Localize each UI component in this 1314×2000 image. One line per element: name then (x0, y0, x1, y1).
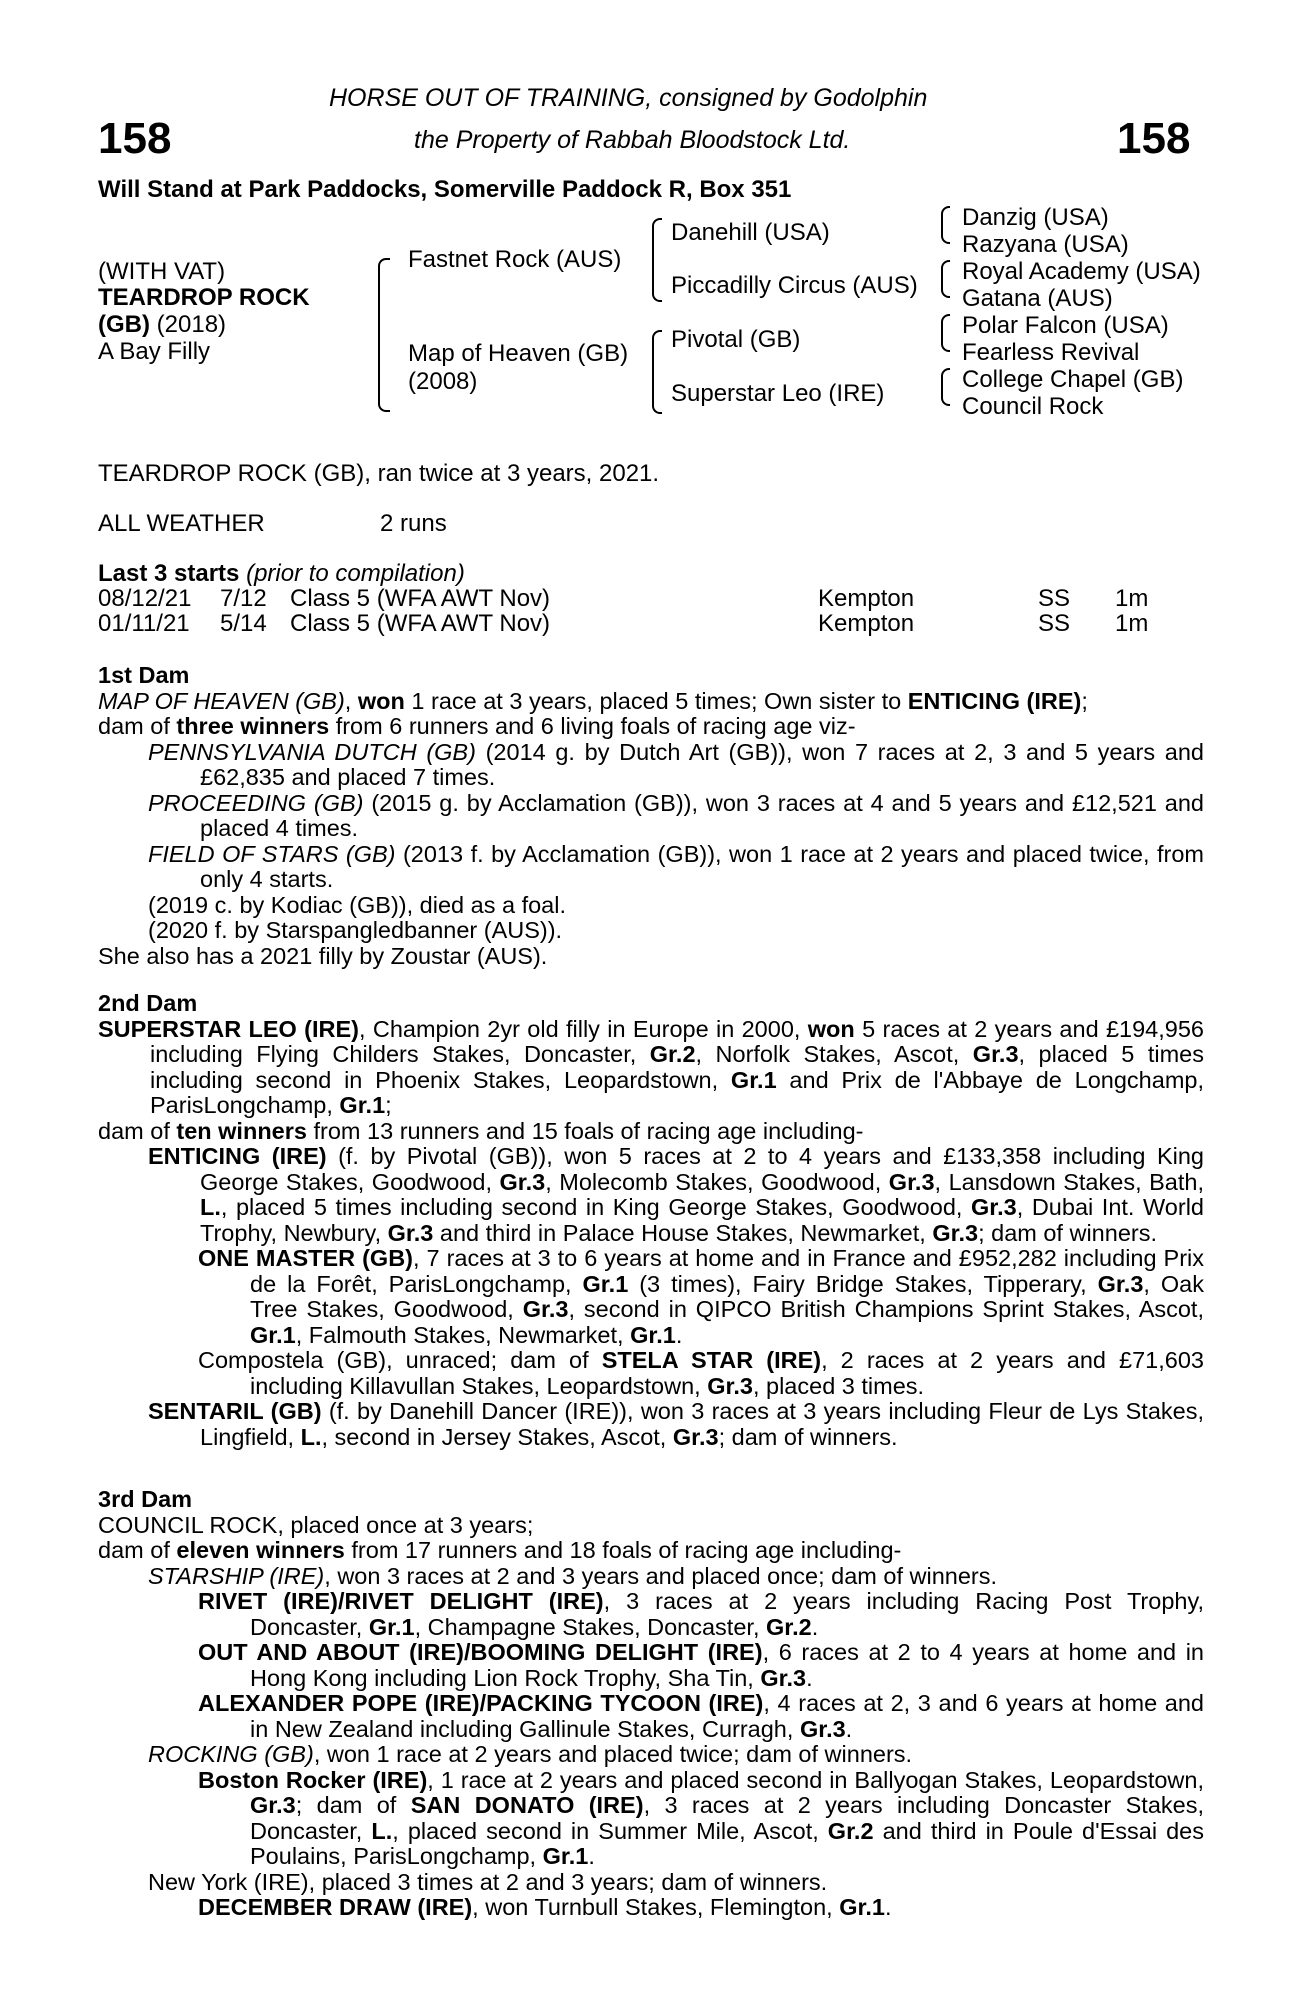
foal-name: DECEMBER DRAW (IRE) (198, 1894, 473, 1920)
grade: L. (371, 1817, 393, 1844)
consignor-line: HORSE OUT OF TRAINING, consigned by Godolphin (329, 84, 928, 112)
text: (2013 f. by Acclamation (GB)), won 1 race at 2 years and placed twice, from only 4 starts. (200, 840, 1204, 892)
text: 5 races at 2 years and £194,956 including Flying Childers Stakes, Doncaster, (150, 1015, 1204, 1067)
vat-note: (WITH VAT) (98, 258, 226, 285)
second-dam-record (98, 1017, 1204, 1119)
dam-name: MAP OF HEAVEN (GB) (98, 687, 345, 714)
text: ; dam of (295, 1792, 411, 1818)
text: , Lansdown Stakes, Bath, (934, 1168, 1204, 1195)
horse-country: (GB) (98, 311, 150, 338)
produce-entry (98, 1895, 1204, 1921)
grade: L. (300, 1423, 322, 1450)
pedigree-g1: Danzig (USA) (962, 204, 1109, 231)
grade: Gr.1 (630, 1321, 676, 1348)
run-going: SS (1038, 585, 1071, 612)
produce-note: She also has a 2021 filly by Zoustar (AUS). (98, 942, 548, 969)
text: , 3 races at 2 years including Racing Post Trophy, Doncaster, (250, 1588, 1204, 1640)
produce-entry (98, 1399, 1204, 1450)
pedigree-dam-year: (2008) (408, 368, 478, 395)
lot-number-right: 158 (1117, 114, 1191, 163)
text: (f. by Danehill Dancer (IRE)), won 3 races at 3 years including Fleur de Lys Stakes, Lingfield, (200, 1398, 1204, 1450)
produce-entry: (2020 f. by Starspangledbanner (AUS)). (148, 917, 563, 943)
pedigree-brace-g34 (941, 260, 950, 298)
sister-name: ENTICING (IRE) (907, 687, 1082, 714)
foal-name: PROCEEDING (GB) (148, 789, 364, 816)
text: , 1 race at 2 years and placed second in Ballyogan Stakes, Leopardstown, (427, 1766, 1204, 1793)
first-dam-section (98, 663, 1204, 969)
text: and third in Palace House Stakes, Newmarket, (433, 1219, 933, 1246)
last-starts-heading-row (98, 560, 465, 588)
pedigree-brace-g78 (941, 368, 950, 406)
produce-entry (98, 1246, 1204, 1348)
text: , 2 races at 2 years and £71,603 including Killavullan Stakes, Leopardstown, (250, 1347, 1204, 1399)
pedigree-brace-sire (652, 218, 662, 302)
grade: Gr.3 (799, 1715, 846, 1742)
text: and third in Poule d'Essai des Poulains, ParisLongchamp, (250, 1817, 1204, 1869)
text: . (811, 1613, 819, 1640)
pedigree-brace-g12 (941, 206, 950, 244)
foal-name: Boston Rocker (IRE) (198, 1766, 428, 1793)
first-dam-heading: 1st Dam (98, 662, 190, 688)
text: from 17 runners and 18 foals of racing age including- (344, 1537, 902, 1563)
pedigree-brace-dam (652, 330, 662, 414)
text: , placed 5 times including second in Phoenix Stakes, Leopardstown, (150, 1041, 1204, 1093)
pedigree-g2: Razyana (USA) (962, 231, 1129, 258)
pedigree-dam-dam: Superstar Leo (IRE) (671, 380, 885, 407)
text: , Falmouth Stakes, Newmarket, (295, 1321, 631, 1348)
first-dam-record (98, 689, 1204, 715)
foal-name: SAN DONATO (IRE) (410, 1792, 644, 1818)
run-distance: 1m (1115, 610, 1149, 637)
winners-count: three winners (176, 713, 330, 739)
text: , placed second in Summer Mile, Ascot, (392, 1817, 828, 1844)
grade: Gr.2 (649, 1041, 696, 1067)
grade: Gr.3 (760, 1664, 807, 1691)
text: , 4 races at 2, 3 and 6 years at home and in New Zealand including Gallinule Stakes, Curragh, (250, 1690, 1204, 1742)
third-dam-record: COUNCIL ROCK, placed once at 3 years; (98, 1511, 534, 1538)
foal-name: RIVET (IRE)/RIVET DELIGHT (IRE) (198, 1588, 604, 1614)
text: , 3 races at 2 years including Doncaster Stakes, Doncaster, (250, 1792, 1204, 1844)
produce-entry (98, 1640, 1204, 1691)
text: , Norfolk Stakes, Ascot, (695, 1041, 973, 1067)
grade: Gr.3 (707, 1372, 753, 1399)
text: , second in QIPCO British Champions Sprint Stakes, Ascot, (568, 1296, 1204, 1322)
text: , won 3 races at 2 and 3 years and placed once; dam of winners. (324, 1562, 998, 1589)
run-course: Kempton (818, 585, 915, 612)
pedigree-dam: Map of Heaven (GB) (408, 340, 629, 367)
grade: Gr.3 (522, 1296, 569, 1322)
text: . (675, 1321, 683, 1348)
text: (2014 g. by Dutch Art (GB)), won 7 races at 2, 3 and 5 years and £62,835 and placed 7 times. (200, 738, 1204, 790)
text: , placed 3 times. (752, 1372, 925, 1399)
horse-name: TEARDROP ROCK (98, 284, 310, 311)
foal-name: PENNSYLVANIA DUTCH (GB) (148, 738, 476, 765)
run-date: 08/12/21 (98, 585, 192, 612)
foal-name: SENTARIL (GB) (148, 1398, 322, 1424)
text: , won Turnbull Stakes, Flemington, (472, 1894, 840, 1920)
horse-description: A Bay Filly (98, 338, 211, 365)
text: 1 race at 3 years, placed 5 times; Own sister to (404, 687, 908, 714)
pedigree-sire: Fastnet Rock (AUS) (408, 246, 622, 273)
winners-count: ten winners (176, 1117, 307, 1144)
winners-count: eleven winners (176, 1537, 345, 1563)
text: dam of (98, 713, 177, 739)
foal-name: OUT AND ABOUT (IRE)/BOOMING DELIGHT (IRE) (198, 1639, 763, 1665)
produce-entry (98, 1742, 1204, 1768)
last-starts-note: (prior to compilation) (246, 560, 465, 587)
grade: Gr.1 (250, 1321, 296, 1348)
text: . (884, 1894, 892, 1920)
won-label: won (357, 687, 405, 714)
text: dam of (98, 1117, 177, 1144)
second-dam-section (98, 991, 1204, 1450)
run-position: 5/14 (220, 610, 267, 637)
grade: Gr.1 (582, 1270, 629, 1297)
surface-runs: 2 runs (380, 510, 447, 537)
text: Compostela (GB), unraced; dam of (198, 1347, 602, 1373)
text: , 6 races at 2 to 4 years at home and in Hong Kong including Lion Rock Trophy, Sha Tin, (250, 1639, 1204, 1691)
text: . (588, 1843, 595, 1869)
text: , Champion 2yr old filly in Europe in 2000, (359, 1015, 808, 1042)
second-dam-heading: 2nd Dam (98, 990, 198, 1016)
grade: Gr.1 (730, 1066, 777, 1093)
text: (2015 g. by Acclamation (GB)), won 3 races at 4 and 5 years and £12,521 and placed 4 times. (200, 789, 1204, 841)
produce-entry (98, 1691, 1204, 1742)
foal-name: ENTICING (IRE) (148, 1143, 327, 1169)
lot-number-left: 158 (98, 114, 172, 163)
pedigree-g5: Polar Falcon (USA) (962, 312, 1169, 339)
race-summary: TEARDROP ROCK (GB), ran twice at 3 years, 2021. (98, 460, 660, 487)
grade: Gr.1 (339, 1092, 386, 1118)
dam-name: SUPERSTAR LEO (IRE) (98, 1015, 359, 1042)
pedigree-g4: Gatana (AUS) (962, 285, 1113, 312)
grade: Gr.1 (839, 1894, 885, 1920)
grade: L. (200, 1194, 221, 1220)
run-date: 01/11/21 (98, 610, 190, 637)
grade: Gr.3 (499, 1168, 546, 1195)
grade: Gr.3 (972, 1041, 1019, 1067)
pedigree-dam-sire: Pivotal (GB) (671, 326, 801, 353)
grade: Gr.2 (827, 1817, 874, 1844)
last-starts-heading: Last 3 starts (98, 560, 240, 587)
text: , Oak Tree Stakes, Goodwood, (250, 1270, 1204, 1322)
grade: Gr.1 (368, 1613, 415, 1640)
text: , Champagne Stakes, Doncaster, (414, 1613, 766, 1640)
grade: Gr.3 (932, 1219, 979, 1246)
text: , Molecomb Stakes, Goodwood, (545, 1168, 889, 1195)
pedigree-brace-parents (378, 258, 390, 412)
produce-entry (98, 1348, 1204, 1399)
pedigree-g8: Council Rock (962, 393, 1104, 420)
text: , (344, 687, 358, 714)
foal-name: STELA STAR (IRE) (601, 1347, 822, 1373)
foal-name: STARSHIP (IRE) (148, 1562, 325, 1589)
text: ; (385, 1092, 392, 1118)
second-dam-produce-summary (98, 1119, 1204, 1145)
text: ; dam of winners. (978, 1219, 1157, 1246)
text: , 7 races at 3 to 6 years at home and in France and £952,282 including Prix de la Forêt, ParisLongchamp, (250, 1245, 1205, 1297)
surface-label: ALL WEATHER (98, 510, 265, 537)
text: (f. by Pivotal (GB)), won 5 races at 2 to 4 years and £133,358 including King George Stakes, Goodwood, (200, 1143, 1204, 1195)
grade: Gr.3 (1097, 1270, 1144, 1297)
grade: Gr.2 (766, 1613, 812, 1640)
third-dam-produce-summary (98, 1538, 1204, 1564)
produce-entry: New York (IRE), placed 3 times at 2 and 3 years; dam of winners. (148, 1868, 828, 1895)
run-going: SS (1038, 610, 1071, 637)
grade: Gr.3 (971, 1194, 1017, 1220)
property-line: the Property of Rabbah Bloodstock Ltd. (414, 126, 851, 154)
produce-entry: (2019 c. by Kodiac (GB)), died as a foal. (148, 891, 566, 918)
produce-entry (98, 842, 1204, 893)
pedigree-brace-g56 (941, 314, 950, 352)
text: from 13 runners and 15 foals of racing age including- (306, 1117, 864, 1144)
run-race: Class 5 (WFA AWT Nov) (290, 585, 551, 612)
foal-name: FIELD OF STARS (GB) (148, 840, 396, 867)
pedigree-g7: College Chapel (GB) (962, 366, 1184, 393)
grade: Gr.1 (542, 1843, 589, 1869)
text: . (806, 1664, 813, 1691)
run-distance: 1m (1115, 585, 1149, 612)
pedigree-sire-dam: Piccadilly Circus (AUS) (671, 272, 918, 299)
foal-name: ONE MASTER (GB) (198, 1245, 414, 1271)
pedigree-g3: Royal Academy (USA) (962, 258, 1201, 285)
pedigree-sire-sire: Danehill (USA) (671, 219, 830, 246)
horse-origin (98, 311, 226, 339)
produce-entry (98, 791, 1204, 842)
produce-entry (98, 1144, 1204, 1246)
text: and Prix de l'Abbaye de Longchamp, ParisLongchamp, (150, 1066, 1204, 1118)
grade: Gr.3 (387, 1219, 434, 1246)
text: , placed 5 times including second in King George Stakes, Goodwood, (220, 1194, 971, 1220)
stand-location: Will Stand at Park Paddocks, Somerville Paddock R, Box 351 (98, 176, 792, 203)
third-dam-heading: 3rd Dam (98, 1486, 193, 1512)
text: . (845, 1715, 853, 1742)
won-label: won (807, 1015, 855, 1042)
grade: Gr.3 (250, 1792, 296, 1818)
text: from 6 runners and 6 living foals of racing age viz- (329, 713, 856, 739)
text: , second in Jersey Stakes, Ascot, (321, 1423, 673, 1450)
text: ; dam of winners. (718, 1423, 898, 1450)
text: ; (1081, 687, 1088, 714)
pedigree-g6: Fearless Revival (962, 339, 1140, 366)
grade: Gr.3 (672, 1423, 719, 1450)
foal-name: ALEXANDER POPE (IRE)/PACKING TYCOON (IRE) (198, 1690, 764, 1716)
first-dam-produce-summary (98, 714, 1204, 740)
third-dam-section (98, 1487, 1204, 1921)
run-course: Kempton (818, 610, 915, 637)
produce-entry (98, 1768, 1204, 1870)
run-race: Class 5 (WFA AWT Nov) (290, 610, 551, 637)
produce-entry (98, 1564, 1204, 1590)
text: (3 times), Fairy Bridge Stakes, Tipperary, (628, 1270, 1098, 1297)
produce-entry (98, 740, 1204, 791)
foal-name: ROCKING (GB) (148, 1741, 314, 1767)
produce-entry (98, 1589, 1204, 1640)
grade: Gr.3 (888, 1168, 935, 1195)
text: dam of (98, 1537, 177, 1563)
text: , won 1 race at 2 years and placed twice; dam of winners. (313, 1741, 913, 1767)
text: , Dubai Int. World Trophy, Newbury, (200, 1194, 1204, 1246)
horse-year: (2018) (156, 311, 227, 338)
run-position: 7/12 (220, 585, 267, 612)
